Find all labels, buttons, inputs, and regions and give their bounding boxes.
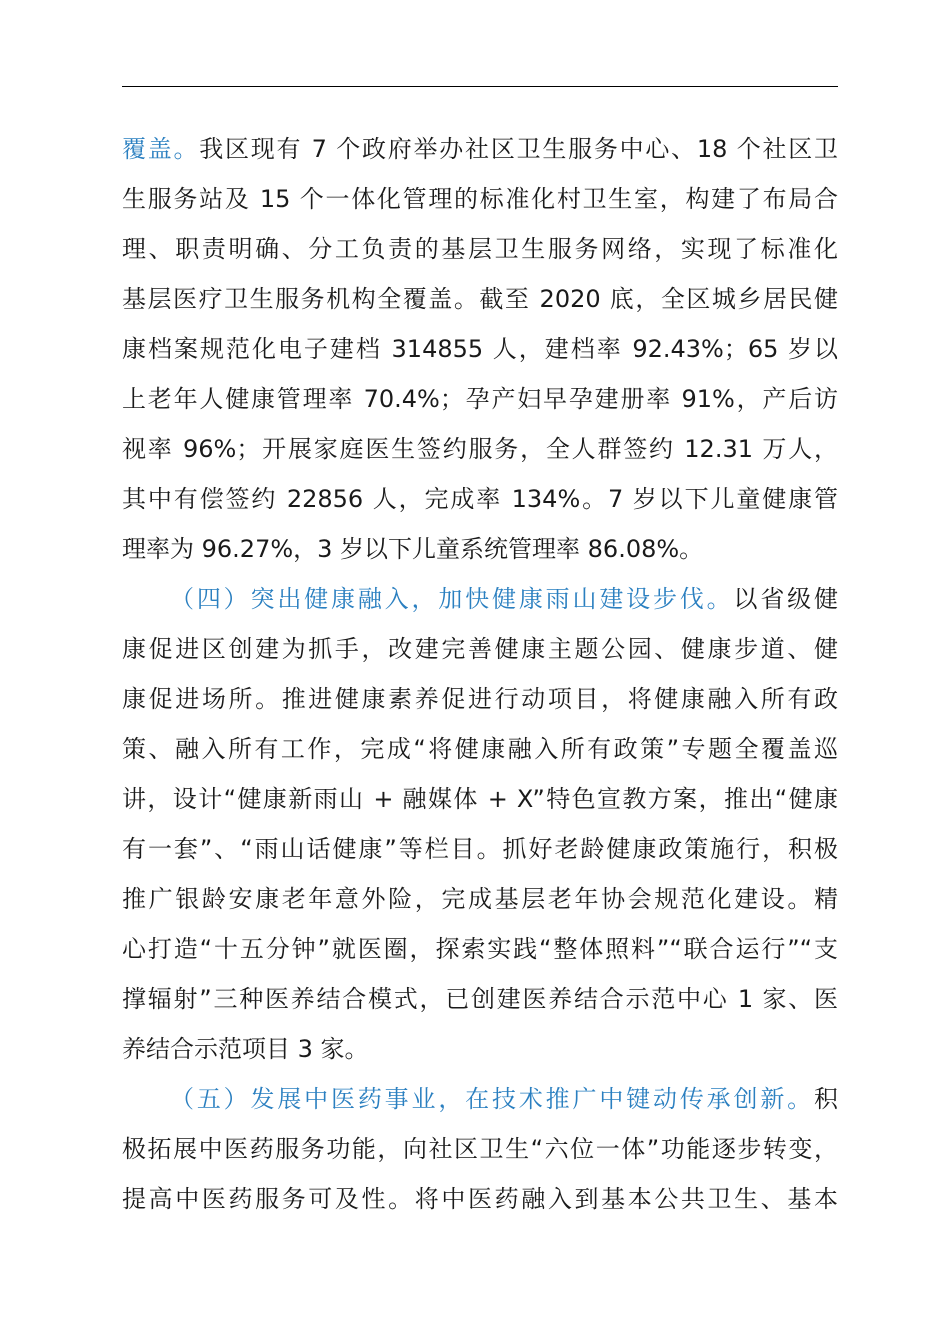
section-heading: （四）突出健康融入，加快健康雨山建设步伐。 xyxy=(170,585,734,613)
line-text: 生服务站及 15 个一体化管理的标准化村卫生室，构建了布局合 xyxy=(122,185,838,213)
line-text: 以省级健 xyxy=(733,585,838,613)
text-line xyxy=(122,974,838,1024)
header-rule xyxy=(122,86,838,87)
line-text: 康促进场所。推进健康素养促进行动项目，将健康融入所有政 xyxy=(122,685,838,713)
line-text: 理、职责明确、分工负责的基层卫生服务网络，实现了标准化 xyxy=(122,235,838,263)
line-text: 康促进区创建为抓手，改建完善健康主题公园、健康步道、健 xyxy=(122,635,838,663)
text-line xyxy=(122,1174,838,1224)
text-line xyxy=(122,874,838,924)
line-text: 积 xyxy=(814,1085,838,1113)
text-line xyxy=(122,424,838,474)
line-text: 康档案规范化电子建档 314855 人，建档率 92.43%；65 岁以 xyxy=(122,335,838,363)
text-line xyxy=(122,724,838,774)
highlighted-phrase: 覆盖。 xyxy=(122,135,200,163)
line-text: 视率 96%；开展家庭医生签约服务，全人群签约 12.31 万人， xyxy=(122,435,838,463)
text-line xyxy=(122,274,838,324)
line-text: 基层医疗卫生服务机构全覆盖。截至 2020 底，全区城乡居民健 xyxy=(122,285,838,313)
text-line xyxy=(122,174,838,224)
line-text: 上老年人健康管理率 70.4%；孕产妇早孕建册率 91%，产后访 xyxy=(122,385,838,413)
text-line xyxy=(122,524,838,574)
section-heading: （五）发展中医药事业，在技术推广中键动传承创新。 xyxy=(170,1085,814,1113)
line-text: 有一套”、“雨山话健康”等栏目。抓好老龄健康政策施行，积极 xyxy=(122,835,838,863)
text-line xyxy=(122,924,838,974)
text-line xyxy=(122,224,838,274)
line-text: 心打造“十五分钟”就医圈，探索实践“整体照料”“联合运行”“支 xyxy=(122,935,838,963)
line-text: 理率为 96.27%，3 岁以下儿童系统管理率 86.08%。 xyxy=(122,535,704,563)
line-text: 提高中医药服务可及性。将中医药融入到基本公共卫生、基本 xyxy=(122,1185,838,1213)
line-text: 推广银龄安康老年意外险，完成基层老年协会规范化建设。精 xyxy=(122,885,838,913)
text-line xyxy=(122,1024,838,1074)
line-text: 策、融入所有工作，完成“将健康融入所有政策”专题全覆盖巡 xyxy=(122,735,838,763)
text-line xyxy=(122,824,838,874)
text-line xyxy=(122,1124,838,1174)
line-text: 极拓展中医药服务功能，向社区卫生“六位一体”功能逐步转变， xyxy=(122,1135,838,1163)
text-line xyxy=(122,124,838,174)
text-line xyxy=(122,674,838,724)
document-body xyxy=(122,124,838,1224)
text-line xyxy=(122,774,838,824)
section-heading-line xyxy=(122,574,838,624)
section-heading-line xyxy=(122,1074,838,1124)
line-text: 我区现有 7 个政府举办社区卫生服务中心、18 个社区卫 xyxy=(199,135,839,163)
line-text: 撑辐射”三种医养结合模式，已创建医养结合示范中心 1 家、医 xyxy=(122,985,838,1013)
line-text: 其中有偿签约 22856 人，完成率 134%。7 岁以下儿童健康管 xyxy=(122,485,838,513)
line-text: 养结合示范项目 3 家。 xyxy=(122,1035,369,1063)
line-text: 讲，设计“健康新雨山 + 融媒体 + X”特色宣教方案，推出“健康 xyxy=(122,785,838,813)
text-line xyxy=(122,474,838,524)
text-line xyxy=(122,374,838,424)
text-line xyxy=(122,624,838,674)
text-line xyxy=(122,324,838,374)
